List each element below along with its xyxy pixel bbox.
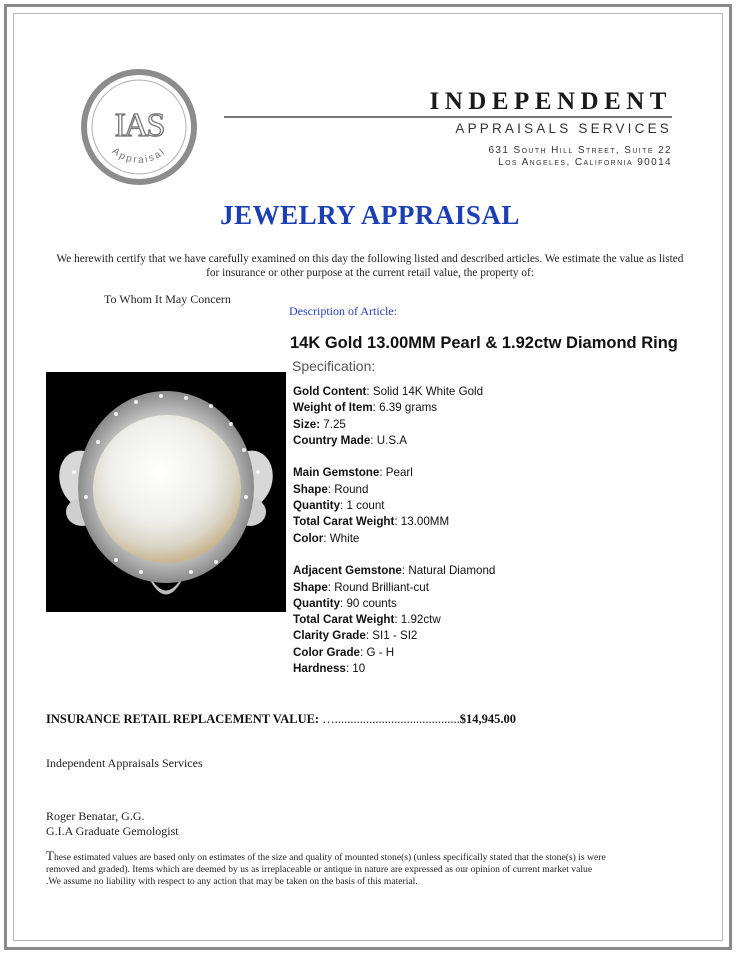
spec-row: Shape: Round <box>293 482 369 496</box>
signer-title: G.I.A Graduate Gemologist <box>46 824 179 838</box>
company-name: INDEPENDENT <box>429 88 672 115</box>
spec-row: Total Carat Weight: 1.92ctw <box>293 613 441 627</box>
spec-row: Gold Content: Solid 14K White Gold <box>293 385 484 398</box>
value-amount: $14,945.00 <box>459 712 516 726</box>
spec-key: Total Carat Weight <box>293 515 395 529</box>
footer-company: Independent Appraisals Services <box>46 756 203 770</box>
spec-row: Country Made: U.S.A <box>293 433 408 447</box>
spec-value: Round Brilliant-cut <box>334 580 429 594</box>
ring-photo <box>46 372 286 612</box>
spec-key: Shape <box>293 580 328 594</box>
ias-logo <box>80 68 198 186</box>
header-rule <box>224 116 672 118</box>
signer-block <box>46 809 179 839</box>
logo-letters: IAS <box>114 107 164 144</box>
certification-text: We herewith certify that we have carefully examined on this day the following listed and described articles. We estimate the value as listed for insurance or other purpose at the current retail value, the property of: <box>56 253 684 279</box>
spec-key: Size: <box>293 417 321 431</box>
spec-row: Hardness: 10 <box>293 662 366 676</box>
spec-value: 1.92ctw <box>400 613 441 627</box>
spec-value: Solid 14K White Gold <box>372 385 484 398</box>
address-line-2: Los Angeles, California 90014 <box>498 157 672 168</box>
spec-row: Color: White <box>293 531 360 545</box>
spec-value: G - H <box>366 645 395 659</box>
spec-key: Color Grade <box>293 645 360 659</box>
spec-row: Color Grade: G - H <box>293 645 395 659</box>
specification-list <box>293 384 495 677</box>
spec-row: Total Carat Weight: 13.00MM <box>293 515 450 529</box>
spec-key: Country Made <box>293 433 371 447</box>
signer-name: Roger Benatar, G.G. <box>46 809 145 823</box>
spec-value: Natural Diamond <box>408 564 496 578</box>
spec-value: 90 counts <box>346 596 397 610</box>
spec-key: Hardness <box>293 662 346 676</box>
spec-key: Adjacent Gemstone <box>293 564 402 578</box>
spec-value: Pearl <box>385 466 413 480</box>
company-subtitle: APPRAISALS SERVICES <box>455 121 672 136</box>
description-label: Description of Article: <box>289 304 397 318</box>
address-line-1: 631 South Hill Street, Suite 22 <box>488 145 672 156</box>
value-label: INSURANCE RETAIL REPLACEMENT VALUE: <box>46 712 320 726</box>
spec-key: Total Carat Weight <box>293 613 395 627</box>
spec-value: U.S.A <box>376 433 408 447</box>
spec-value: 10 <box>352 662 366 676</box>
spec-row: Weight of Item: 6.39 grams <box>293 401 438 415</box>
spec-row: Main Gemstone: Pearl <box>293 466 413 480</box>
disclaimer-text: hese estimated values are based only on estimates of the size and quality of mounted stone(s) (unless specifically stated that the stone(s) is were removed and graded). Items which are deemed by us as irreplaceable or antique in nature are expressed as our opinion of current market value .We assume no liability with respect to any action that may be taken on the basis of this material. <box>46 852 606 887</box>
svg-text:Appraisal <box>110 146 168 166</box>
spec-value: White <box>329 531 360 545</box>
document-title: JEWELRY APPRAISAL <box>220 200 520 230</box>
spec-row: Quantity: 1 count <box>293 499 385 513</box>
spec-row <box>293 417 495 433</box>
spec-key: Quantity <box>293 499 341 513</box>
spec-value: 6.39 grams <box>379 401 438 415</box>
spec-key: Quantity <box>293 596 341 610</box>
spec-key: Shape <box>293 482 328 496</box>
spec-row: Clarity Grade: SI1 - SI2 <box>293 629 418 643</box>
spec-key: Clarity Grade <box>293 629 366 643</box>
spec-row: Shape: Round Brilliant-cut <box>293 580 429 594</box>
specification-label: Specification: <box>292 358 376 374</box>
company-address <box>400 145 672 169</box>
spec-value: 1 count <box>346 499 385 513</box>
spec-row: Quantity: 90 counts <box>293 596 397 610</box>
spec-key: Weight of Item <box>293 401 373 415</box>
article-title: 14K Gold 13.00MM Pearl & 1.92ctw Diamond Ring <box>290 334 678 352</box>
value-leader: …........................................ <box>322 712 460 726</box>
spec-key: Main Gemstone <box>293 466 380 480</box>
disclaimer <box>46 850 606 888</box>
logo-arc-text: Appraisal <box>109 145 169 166</box>
spec-key: Gold Content <box>293 385 367 398</box>
spec-value: Round <box>334 482 369 496</box>
spec-row: Adjacent Gemstone: Natural Diamond <box>293 564 496 578</box>
spec-key: Color <box>293 531 324 545</box>
recipient: To Whom It May Concern <box>104 292 231 306</box>
spec-value: 13.00MM <box>400 515 450 529</box>
spec-value: SI1 - SI2 <box>372 629 418 643</box>
disclaimer-initial: T <box>46 848 54 863</box>
spec-value: 7.25 <box>323 417 346 431</box>
replacement-value <box>46 712 516 727</box>
